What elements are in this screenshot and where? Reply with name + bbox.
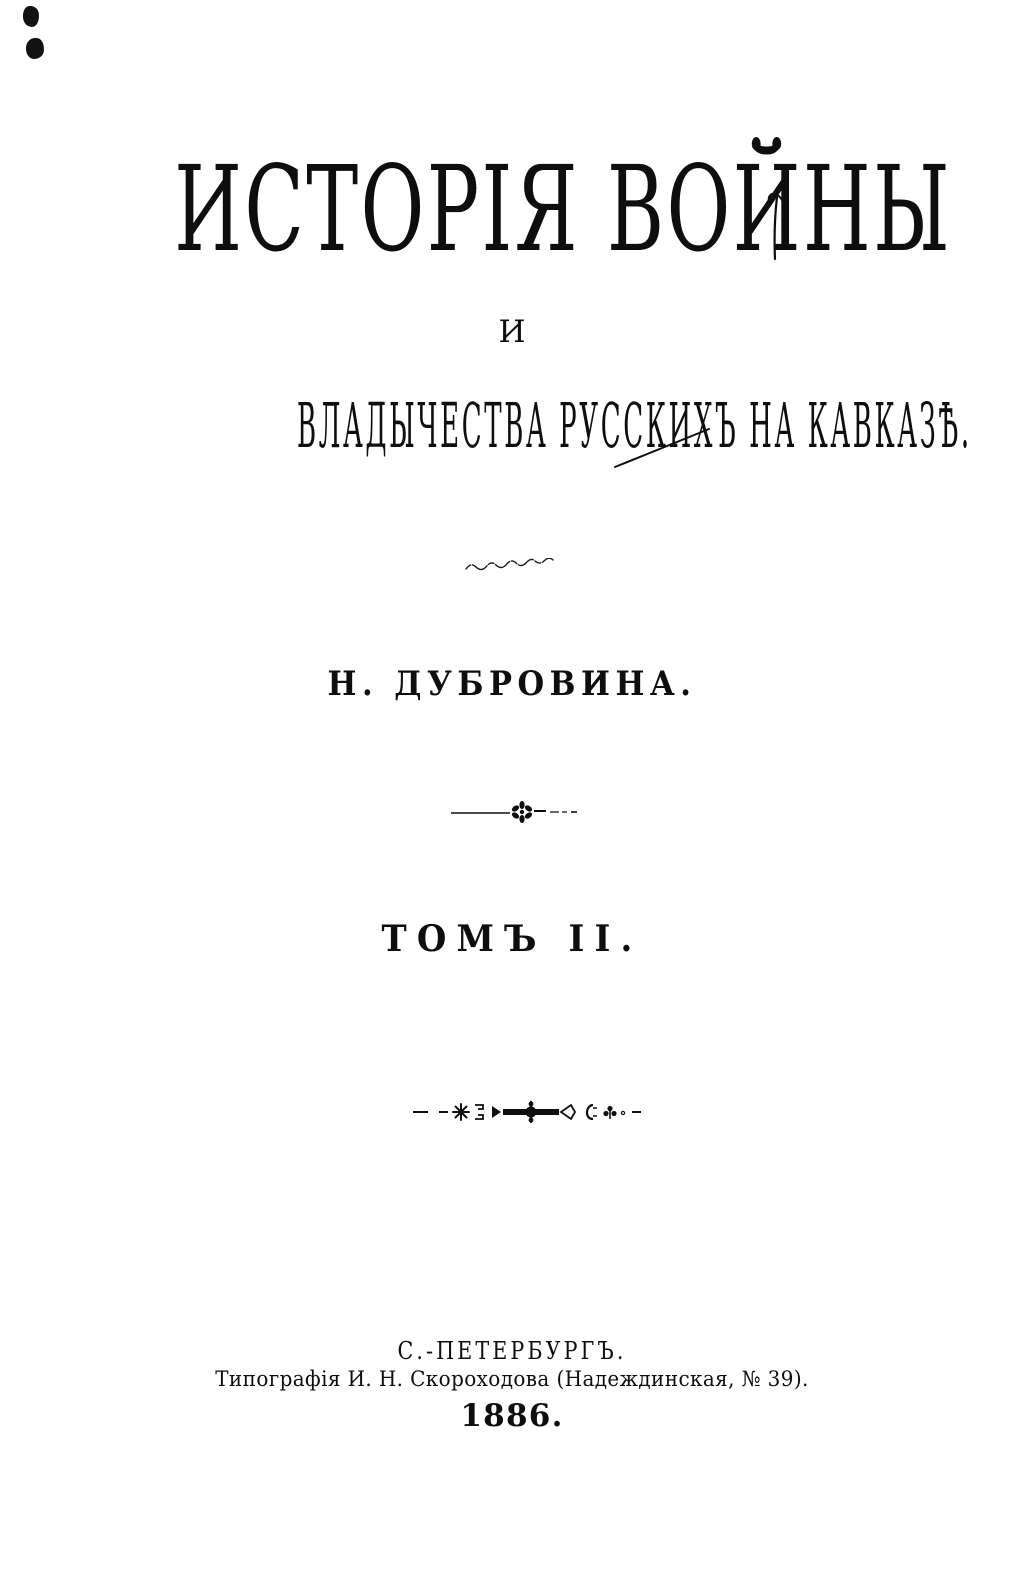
author-name: Н. ДУБРОВИНА.: [327, 664, 697, 704]
flower-glyph: [511, 801, 534, 823]
flower-rule-ornament: [450, 800, 578, 824]
book-title: ИСТОРІЯ ВОЙНЫ: [174, 140, 953, 278]
ink-stroke: [764, 190, 788, 266]
ink-stroke: [612, 422, 714, 474]
imprint-year: 1886.: [460, 1398, 564, 1434]
rosette-glyph: [453, 1104, 469, 1120]
chain-rule-ornament: [413, 1100, 641, 1124]
wavy-rule-ornament: [464, 558, 562, 574]
ink-splotch: [22, 5, 39, 27]
book-subtitle: ВЛАДЫЧЕСТВА РУССКИХЪ НА КАВКАЗѢ.: [296, 389, 972, 462]
imprint-city: С.-ПЕТЕРБУРГЪ.: [397, 1337, 627, 1365]
imprint-publisher: Типографія И. Н. Скороходова (Надеждинская, № 39).: [215, 1367, 809, 1391]
ink-splotch: [25, 38, 44, 60]
clover-glyph: [603, 1106, 616, 1119]
rosette-glyph: [521, 1102, 541, 1123]
title-conjunction: И: [498, 314, 526, 350]
volume-label: ТОМЪ II.: [381, 918, 643, 960]
